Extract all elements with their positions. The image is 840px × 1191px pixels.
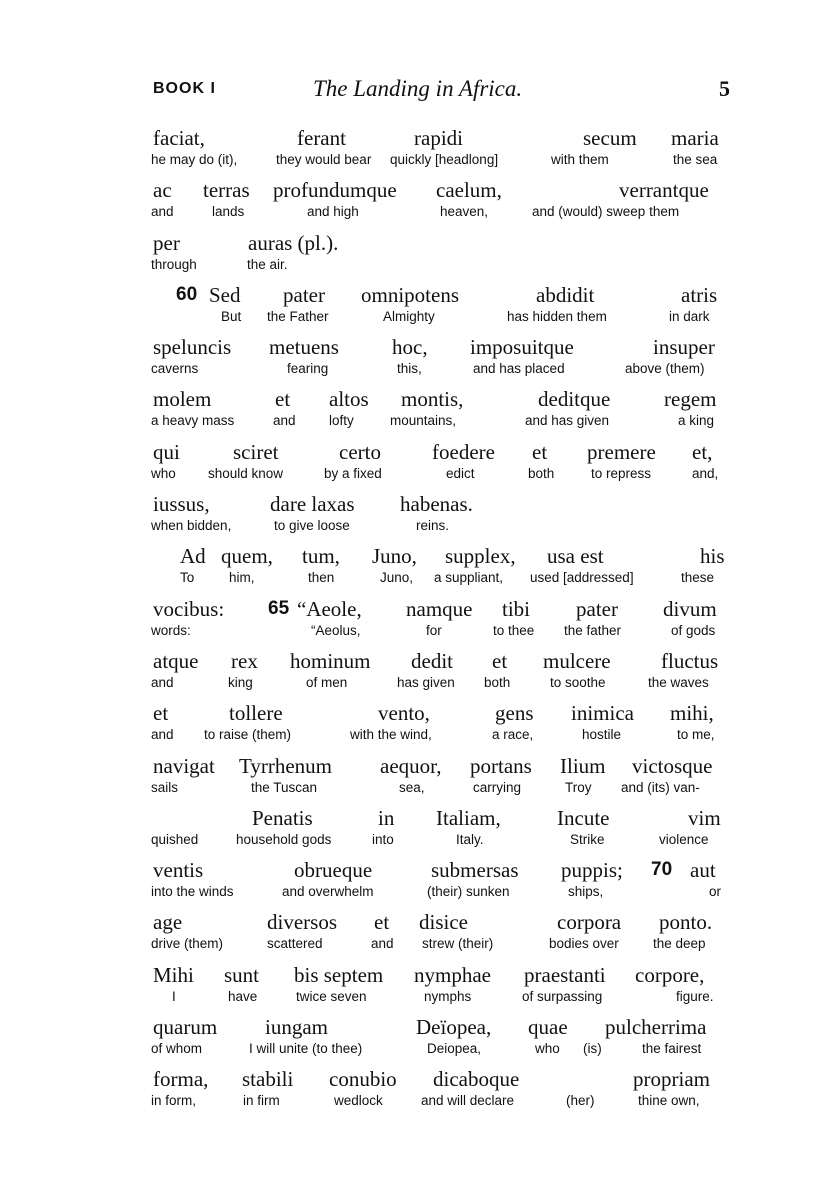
english-gloss: and [371, 936, 394, 952]
line-pair [151, 754, 730, 806]
english-gloss: “Aeolus, [311, 622, 361, 638]
line-pair [151, 126, 730, 178]
english-gloss: nymphs [424, 988, 472, 1004]
english-gloss: by a fixed [324, 465, 382, 481]
latin-word: rapidi [414, 126, 463, 150]
english-gloss: a race, [492, 727, 534, 743]
english-gloss: Deiopea, [427, 1041, 482, 1057]
latin-word: in [378, 805, 395, 830]
english-gloss: the sea [673, 152, 718, 167]
english-gloss: and [151, 674, 174, 690]
latin-word: et [275, 387, 291, 412]
latin-word: insuper [653, 335, 715, 360]
latin-word: montis, [401, 387, 464, 412]
latin-word: et [153, 701, 169, 726]
latin-word: ac [153, 178, 172, 203]
latin-word: vim [688, 805, 721, 830]
english-gloss: a suppliant, [434, 570, 504, 586]
line-pair [151, 858, 730, 910]
interlinear-text [151, 126, 730, 1120]
line-pair [151, 910, 730, 962]
latin-word: hoc, [392, 335, 428, 360]
english-gloss: I [172, 988, 176, 1004]
english-gloss: of men [306, 674, 348, 690]
latin-word: Penatis [252, 805, 313, 830]
english-gloss: in firm [243, 1093, 280, 1109]
english-gloss: this, [397, 361, 422, 377]
english-gloss: Strike [570, 831, 605, 847]
line-pair [151, 335, 730, 387]
english-gloss: have [228, 988, 258, 1004]
english-gloss: into [372, 831, 394, 847]
english-gloss: drive (them) [151, 936, 224, 952]
english-gloss: quished [151, 831, 199, 847]
latin-word: age [153, 910, 183, 935]
english-gloss: twice seven [296, 988, 367, 1004]
english-gloss: used [addressed] [530, 570, 634, 586]
latin-word: conubio [329, 1067, 397, 1092]
page-header [153, 76, 730, 104]
english-gloss: and [273, 413, 296, 429]
latin-word: his [700, 544, 725, 569]
latin-word: pater [283, 282, 325, 307]
latin-word: profundumque [273, 178, 397, 203]
latin-word: et [532, 439, 548, 464]
english-gloss: with them [551, 152, 609, 167]
english-gloss: both [484, 674, 511, 690]
english-gloss: to me, [677, 727, 715, 743]
english-gloss: for [426, 622, 442, 638]
english-gloss: to repress [591, 465, 652, 481]
latin-word: vocibus: [153, 596, 225, 621]
english-gloss: then [308, 570, 335, 586]
english-gloss: and high [307, 204, 359, 220]
english-gloss: Almighty [383, 308, 435, 324]
latin-word: disice [419, 910, 468, 935]
latin-word: Ilium [560, 753, 606, 778]
latin-word: faciat, [153, 126, 205, 150]
english-gloss: with the wind, [350, 727, 432, 743]
english-gloss: lands [212, 204, 245, 220]
latin-word: certo [339, 439, 381, 464]
latin-word: Deïopea, [416, 1015, 492, 1040]
english-gloss: these [681, 570, 715, 586]
english-gloss: bodies over [549, 936, 619, 952]
english-gloss: of whom [151, 1041, 203, 1057]
latin-word: supplex, [445, 544, 516, 569]
latin-word: nymphae [414, 962, 491, 987]
latin-word: forma, [153, 1067, 209, 1092]
english-gloss: to soothe [550, 674, 606, 690]
english-gloss: and, [692, 465, 719, 481]
latin-word: per [153, 230, 180, 255]
latin-word: mihi, [670, 701, 714, 726]
latin-word: ponto. [659, 910, 713, 935]
english-gloss: thine own, [638, 1093, 700, 1109]
latin-word: Incute [557, 805, 610, 830]
line-pair [151, 1067, 730, 1119]
english-gloss: the deep [653, 936, 706, 952]
english-gloss: they would bear [276, 152, 372, 167]
latin-word: habenas. [400, 492, 473, 517]
english-gloss: household gods [236, 831, 332, 847]
english-gloss: mountains, [390, 413, 457, 429]
latin-word: vento, [378, 701, 430, 726]
latin-word: tum, [302, 544, 340, 569]
english-gloss: to thee [493, 622, 535, 638]
english-gloss: and will declare [421, 1093, 515, 1109]
latin-word: “Aeole, [297, 596, 362, 621]
english-gloss: who [151, 465, 176, 481]
latin-word: quem, [221, 544, 273, 569]
latin-word: corpore, [635, 962, 705, 987]
english-gloss: strew (their) [422, 936, 494, 952]
latin-word: molem [153, 387, 212, 412]
latin-word: diversos [267, 910, 337, 935]
english-gloss: when bidden, [151, 518, 232, 534]
english-gloss: him, [229, 570, 255, 586]
english-gloss: in dark [669, 308, 710, 324]
latin-word: premere [587, 439, 656, 464]
english-gloss: the Father [267, 308, 329, 324]
english-gloss: above (them) [625, 361, 705, 377]
latin-word: caelum, [436, 178, 502, 203]
latin-word: usa est [547, 544, 604, 569]
latin-word: victosque [632, 753, 713, 778]
english-gloss: wedlock [334, 1093, 383, 1109]
english-gloss: ships, [568, 884, 604, 900]
english-gloss: heaven, [440, 204, 489, 220]
english-gloss: figure. [676, 988, 714, 1004]
latin-word: obrueque [294, 858, 373, 883]
english-gloss: (their) sunken [427, 884, 510, 900]
english-gloss: the waves [648, 674, 709, 690]
english-gloss: I will unite (to thee) [249, 1041, 363, 1057]
latin-word: dare laxas [270, 492, 355, 517]
latin-word: dicaboque [433, 1067, 520, 1092]
english-gloss: should know [208, 465, 284, 481]
latin-word: pater [576, 596, 618, 621]
english-gloss: Troy [565, 779, 592, 795]
english-gloss: or [709, 884, 722, 900]
english-gloss: to give loose [274, 518, 350, 534]
latin-word: rex [231, 648, 258, 673]
english-gloss: edict [446, 465, 475, 481]
latin-word: tibi [502, 596, 531, 621]
english-gloss: to raise (them) [204, 727, 292, 743]
latin-word: quae [528, 1015, 568, 1040]
english-gloss: he may do (it), [151, 152, 238, 167]
english-gloss: a king [678, 413, 715, 429]
latin-word: praestanti [524, 962, 606, 987]
latin-word: omnipotens [361, 282, 459, 307]
line-pair [151, 387, 730, 439]
latin-word: regem [664, 387, 717, 412]
latin-word: puppis; [561, 858, 623, 883]
english-gloss: both [528, 465, 555, 481]
latin-word: namque [406, 596, 473, 621]
line-number: 70 [651, 859, 673, 881]
latin-word: submersas [431, 858, 519, 883]
latin-word: et, [692, 439, 713, 464]
latin-word: speluncis [153, 335, 232, 360]
latin-word: foedere [432, 439, 495, 464]
latin-word: qui [153, 439, 180, 464]
english-gloss: fearing [287, 361, 329, 377]
latin-word: altos [329, 387, 369, 412]
english-gloss: hostile [582, 727, 622, 743]
line-pair [151, 231, 730, 283]
english-gloss: and overwhelm [282, 884, 374, 900]
english-gloss: who [535, 1041, 560, 1057]
latin-word: stabili [242, 1067, 294, 1092]
english-gloss: through [151, 256, 197, 272]
latin-word: pulcherrima [605, 1015, 707, 1040]
latin-word: abdidit [536, 282, 595, 307]
latin-word: portans [470, 753, 532, 778]
english-gloss: Juno, [380, 570, 414, 586]
latin-word: Juno, [372, 544, 417, 569]
line-pair [151, 597, 730, 649]
english-gloss: (is) [583, 1041, 602, 1057]
english-gloss: the Tuscan [251, 779, 318, 795]
english-gloss: violence [659, 831, 709, 847]
latin-word: iussus, [153, 492, 210, 517]
line-pair [151, 544, 730, 596]
english-gloss: and [151, 204, 174, 220]
latin-word: gens [495, 701, 534, 726]
english-gloss: the air. [247, 256, 288, 272]
english-gloss: the father [564, 622, 622, 638]
latin-word: hominum [290, 648, 371, 673]
latin-word: secum [583, 126, 637, 150]
english-gloss: scattered [267, 936, 323, 952]
english-gloss: has hidden them [507, 308, 607, 324]
latin-word: corpora [557, 910, 622, 935]
latin-word: fluctus [661, 648, 719, 673]
english-gloss: king [228, 674, 253, 690]
english-gloss: reins. [416, 518, 450, 534]
book-label: BOOK I [153, 80, 216, 97]
latin-word: atque [153, 648, 199, 673]
chapter-title: The Landing in Africa. [313, 76, 523, 101]
line-pair [151, 649, 730, 701]
latin-word: et [374, 910, 390, 935]
page-number: 5 [719, 76, 730, 101]
line-pair [151, 806, 730, 858]
latin-word: iungam [265, 1015, 328, 1040]
english-gloss: into the winds [151, 884, 234, 900]
english-gloss: of surpassing [522, 988, 603, 1004]
latin-word: Sed [209, 282, 241, 307]
latin-word: navigat [153, 753, 215, 778]
latin-word: propriam [633, 1067, 710, 1092]
latin-word: quarum [153, 1015, 218, 1040]
english-gloss: quickly [headlong] [390, 152, 499, 167]
latin-word: divum [663, 596, 717, 621]
english-gloss: and [151, 727, 174, 743]
english-gloss: words: [151, 622, 191, 638]
latin-word: metuens [269, 335, 339, 360]
latin-word: bis septem [294, 962, 384, 987]
latin-word: tollere [229, 701, 283, 726]
latin-word: verrantque [619, 178, 709, 203]
latin-word: aequor, [380, 753, 442, 778]
line-number: 65 [268, 597, 290, 619]
latin-word: dedit [411, 648, 453, 673]
latin-word: imposuitque [470, 335, 574, 360]
english-gloss: the fairest [642, 1041, 702, 1057]
english-gloss: But [221, 308, 242, 324]
english-gloss: in form, [151, 1093, 197, 1109]
english-gloss: and has given [525, 413, 610, 429]
latin-word: Tyrrhenum [239, 753, 333, 778]
line-pair [151, 1015, 730, 1067]
latin-word: maria [671, 126, 719, 150]
english-gloss: lofty [329, 413, 354, 429]
latin-word: sciret [233, 439, 279, 464]
english-gloss: and has placed [473, 361, 565, 377]
latin-word: mulcere [543, 648, 611, 673]
line-pair [151, 492, 730, 544]
line-number: 60 [176, 283, 198, 305]
latin-word: Ad [180, 544, 206, 569]
latin-word: deditque [538, 387, 611, 412]
english-gloss: sea, [399, 779, 425, 795]
latin-word: Mihi [153, 962, 194, 987]
english-gloss: has given [397, 674, 455, 690]
english-gloss: of gods [671, 622, 716, 638]
english-gloss: caverns [151, 361, 199, 377]
latin-word: inimica [571, 701, 634, 726]
english-gloss: carrying [473, 779, 522, 795]
latin-word: atris [681, 282, 718, 307]
english-gloss: (her) [566, 1093, 595, 1109]
english-gloss: and (its) van- [621, 779, 700, 795]
line-pair [151, 283, 730, 335]
english-gloss: a heavy mass [151, 413, 235, 429]
english-gloss: To [180, 570, 195, 586]
latin-word: sunt [224, 962, 260, 987]
english-gloss: sails [151, 779, 179, 795]
line-pair [151, 963, 730, 1015]
latin-word: Italiam, [436, 805, 501, 830]
latin-word: ferant [297, 126, 346, 150]
latin-word: et [492, 648, 508, 673]
line-pair [151, 178, 730, 230]
english-gloss: Italy. [456, 831, 484, 847]
latin-word: aut [690, 858, 716, 883]
english-gloss: and (would) sweep them [532, 204, 680, 220]
line-pair [151, 440, 730, 492]
latin-word: ventis [153, 858, 204, 883]
latin-word: auras (pl.). [248, 230, 339, 255]
latin-word: terras [203, 178, 250, 203]
line-pair [151, 701, 730, 753]
